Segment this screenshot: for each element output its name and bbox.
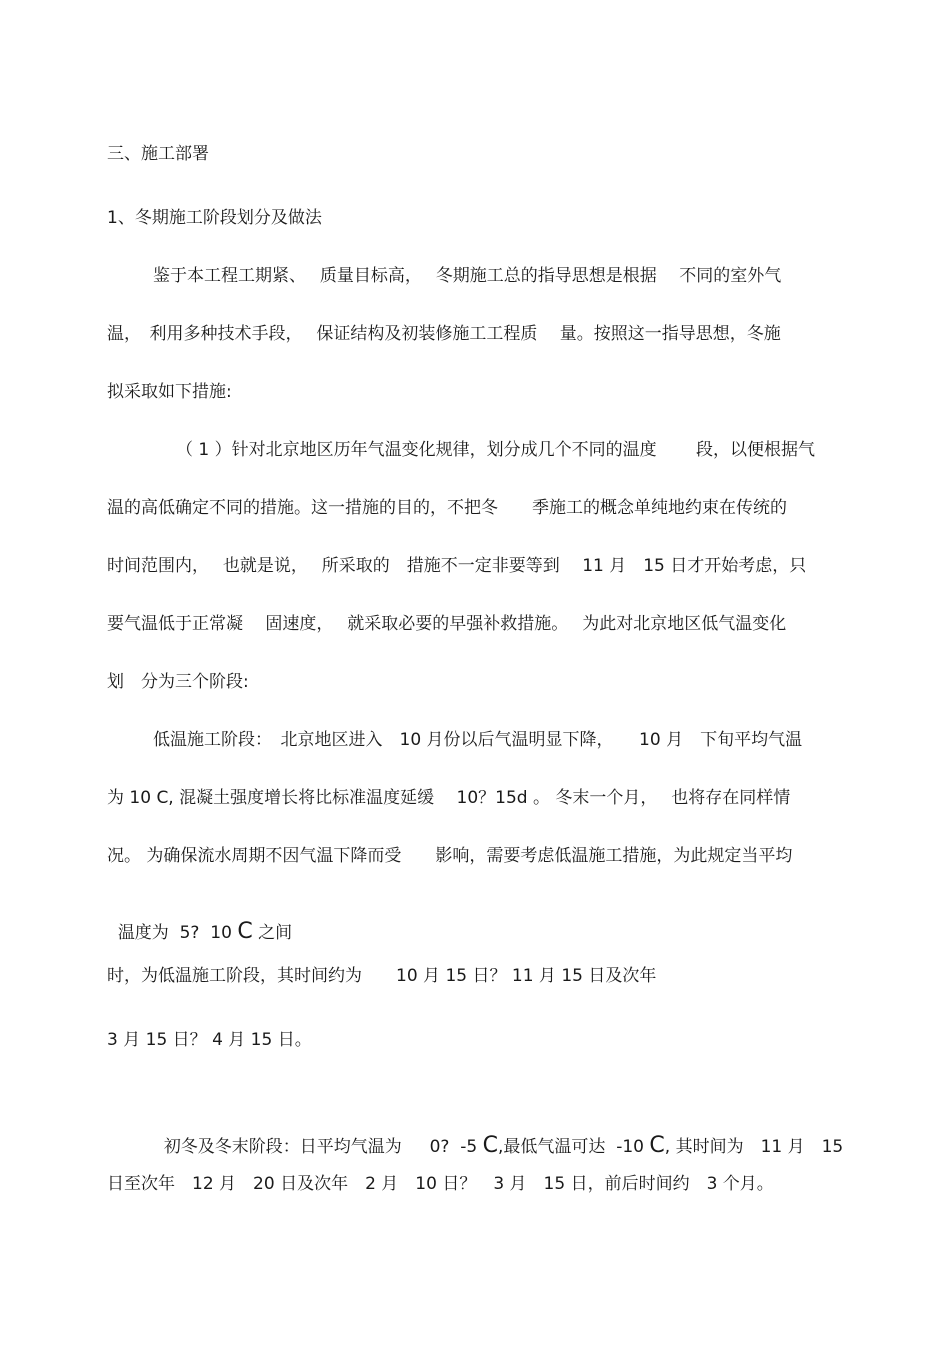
paragraph-line: 温， 利用多种技术手段， 保证结构及初装修施工工程质 量。按照这一指导思想，冬施 — [107, 324, 781, 344]
celsius-unit: C — [649, 1133, 665, 1158]
paragraph-line: 3 月 15 日？ 4 月 15 日。 — [107, 1030, 312, 1050]
paragraph-line: 要气温低于正常凝 固速度， 就采取必要的早强补救措施。 为此对北京地区低气温变化 — [107, 614, 787, 634]
celsius-unit: C — [482, 1133, 498, 1158]
paragraph-line: （ 1 ）针对北京地区历年气温变化规律，划分成几个不同的温度 段，以便根据气 — [176, 440, 816, 460]
paragraph-line: 时间范围内， 也就是说， 所采取的 措施不一定非要等到 11 月 15 日才开始考虑，只 — [107, 556, 807, 576]
winter-stage-text: ,最低气温可达 -10 — [498, 1137, 650, 1157]
paragraph-line: 低温施工阶段： 北京地区进入 10 月份以后气温明显下降， 10 月 下旬平均气温 — [153, 730, 803, 750]
subsection-heading: 1、冬期施工阶段划分及做法 — [107, 208, 322, 228]
paragraph-line: 时，为低温施工阶段，其时间约为 10 月 15 日？ 11 月 15 日及次年 — [107, 966, 657, 986]
paragraph-line: 日至次年 12 月 20 日及次年 2 月 10 日？ 3 月 15 日，前后时间约 3 个月。 — [107, 1174, 774, 1194]
temperature-range-text: 温度为 5? 10 — [117, 923, 238, 943]
paragraph-line: 况。 为确保流水周期不因气温下降而受 影响，需要考虑低温施工措施，为此规定当平均 — [107, 846, 793, 866]
temperature-range-suffix: 之间 — [252, 923, 293, 943]
paragraph-line: 鉴于本工程工期紧、 质量目标高， 冬期施工总的指导思想是根据 不同的室外气 — [153, 266, 782, 286]
winter-stage-line — [153, 1116, 843, 1157]
temperature-range-line — [107, 902, 292, 943]
celsius-unit: C — [237, 919, 253, 944]
winter-stage-text: , 其时间为 11 月 15 — [664, 1137, 844, 1157]
paragraph-line: 为 10 C, 混凝土强度增长将比标准温度延缓 10？15d 。 冬末一个月， 也将存在同样情 — [107, 788, 791, 808]
section-heading: 三、施工部署 — [107, 144, 209, 164]
paragraph-line: 划 分为三个阶段: — [107, 672, 249, 692]
paragraph-line: 温的高低确定不同的措施。这一措施的目的，不把冬 季施工的概念单纯地约束在传统的 — [107, 498, 787, 518]
paragraph-line: 拟采取如下措施: — [107, 382, 232, 402]
winter-stage-text: 初冬及冬末阶段：日平均气温为 0? -5 — [163, 1137, 483, 1157]
